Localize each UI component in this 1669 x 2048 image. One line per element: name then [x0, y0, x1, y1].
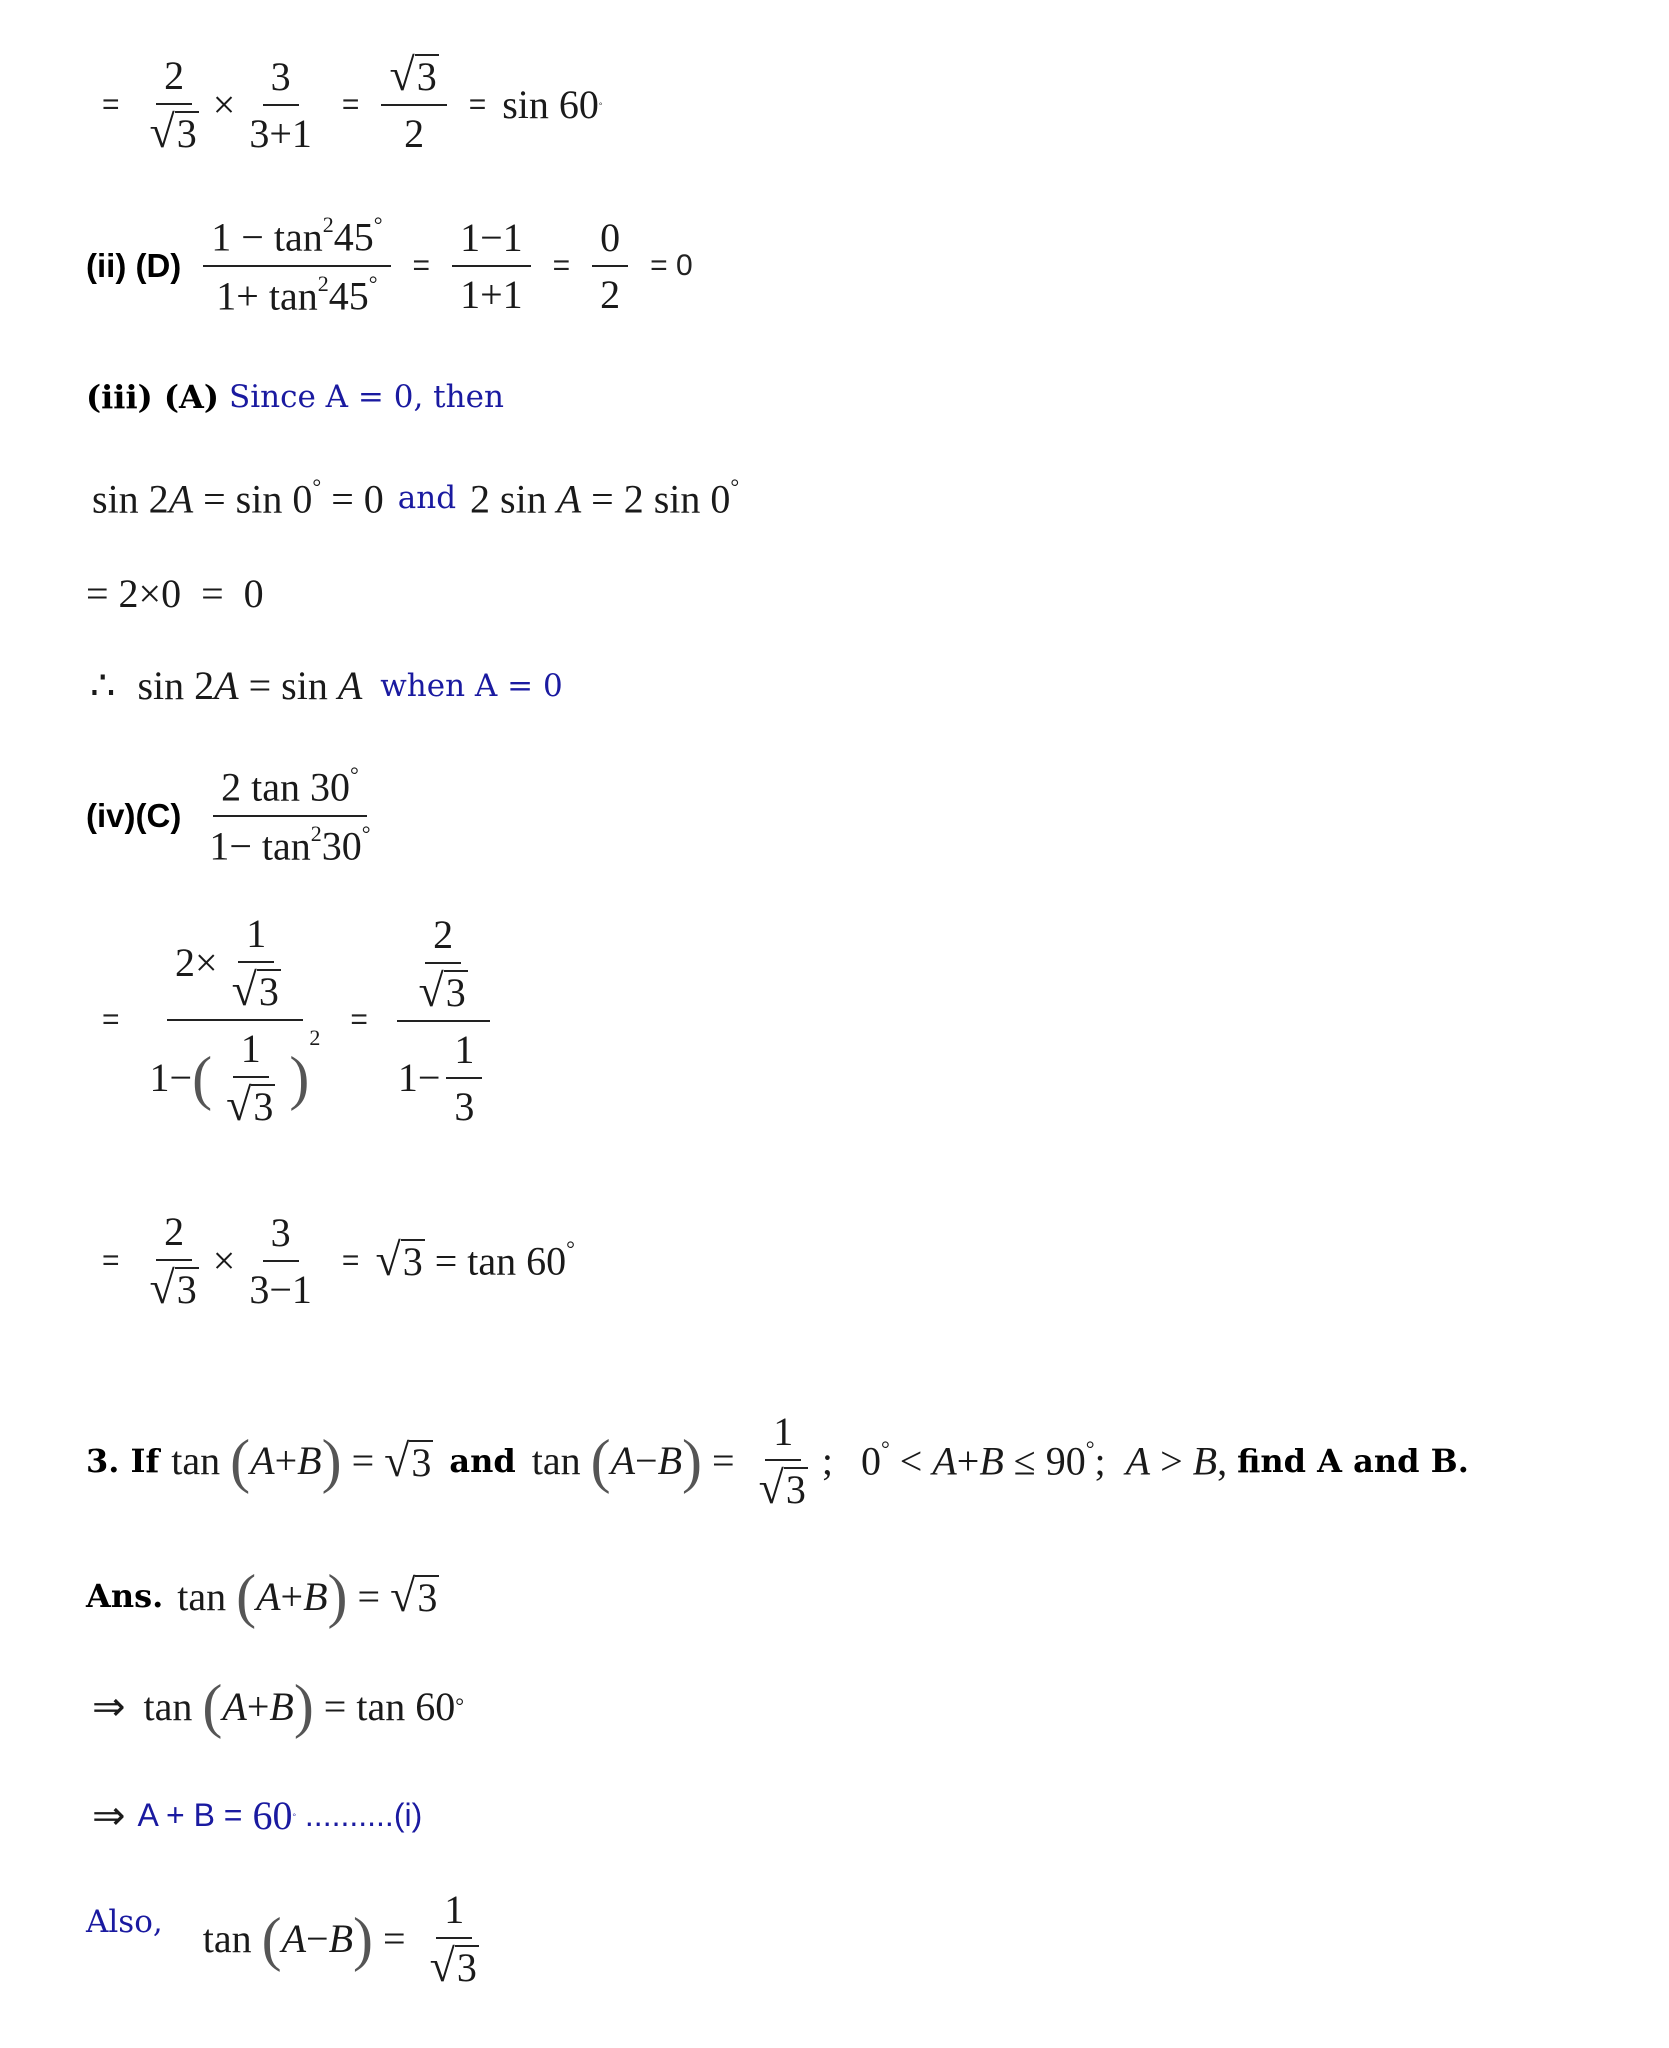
variable-a: A — [932, 1438, 957, 1484]
radicand: 3 — [416, 54, 437, 99]
radicand: 3 — [417, 1575, 438, 1620]
angle: 45 — [328, 273, 369, 319]
numerator — [213, 762, 367, 817]
therefore-symbol: ∴ — [90, 663, 116, 708]
left-paren: ( — [236, 1563, 257, 1629]
left-paren: ( — [590, 1427, 611, 1494]
expr-part: 2× — [175, 940, 218, 985]
left-paren: ( — [261, 1905, 282, 1972]
condition-text: when A = 0 — [380, 667, 563, 704]
equation-line-9 — [86, 1208, 575, 1313]
degree-sign: ° — [730, 474, 740, 499]
part-label: (ii) (D) — [86, 246, 182, 284]
numerator: 1 — [436, 1886, 472, 1939]
right-paren: ) — [327, 1563, 348, 1629]
condition — [861, 1436, 1227, 1485]
radicand: 3 — [411, 1439, 432, 1485]
equation-line-6 — [90, 662, 563, 709]
numerator: 1 — [446, 1026, 482, 1079]
fraction — [452, 214, 531, 318]
operator: = — [373, 1916, 416, 1961]
fraction — [218, 1025, 283, 1130]
variable-a: A — [256, 1573, 281, 1619]
numerator: √ 3 — [381, 52, 446, 106]
denominator: √ 3 — [758, 1462, 806, 1513]
radicand: 3 — [176, 1267, 197, 1312]
exponent: 2 — [310, 820, 322, 846]
degree-sign: ° — [373, 212, 383, 237]
value: 60 — [252, 1793, 293, 1838]
fraction — [201, 762, 378, 869]
radicand: 3 — [445, 969, 466, 1015]
fraction — [142, 52, 207, 157]
expression — [203, 1886, 493, 1991]
right-paren: ) — [321, 1427, 342, 1494]
fraction — [751, 1408, 816, 1513]
expression: √ 3 = tan 60° — [375, 1233, 575, 1285]
equals-sign: = — [102, 1243, 120, 1277]
equation-line-2 — [86, 212, 709, 319]
operator: − — [306, 1916, 329, 1961]
equals-sign: = — [412, 248, 431, 282]
variable-a: A — [222, 1683, 247, 1729]
times-sign: × — [212, 82, 236, 127]
fraction — [142, 1208, 207, 1313]
equation-line-7 — [86, 762, 385, 869]
variable-b: B — [269, 1683, 294, 1729]
exponent: 2 — [322, 212, 334, 237]
denominator: 2 — [404, 111, 425, 156]
numerator: 0 — [592, 214, 628, 267]
result: sin 60 — [502, 82, 599, 127]
expr-part: = sin 0 — [193, 476, 313, 522]
operator: − — [635, 1438, 658, 1483]
variable-a: A — [610, 1438, 636, 1483]
radicand: 3 — [402, 1238, 423, 1284]
denominator — [390, 1022, 497, 1130]
tan: tan — [531, 1438, 581, 1483]
denominator: √ 3 — [429, 1940, 477, 1991]
times-sign: × — [212, 1238, 236, 1283]
angle: 30 — [321, 823, 362, 869]
also-line — [86, 1886, 493, 1991]
equals-sign: = — [468, 87, 487, 121]
fraction — [224, 910, 289, 1015]
left-paren: ( — [230, 1427, 251, 1494]
result: = 0 — [650, 248, 693, 282]
expr-part: 1− — [149, 1055, 193, 1100]
denominator: 3 — [454, 1083, 475, 1129]
radicand: 3 — [176, 111, 197, 156]
degree-sign: ° — [1085, 1436, 1095, 1462]
denominator — [208, 267, 385, 320]
left-paren: ( — [202, 1673, 223, 1739]
question-3 — [86, 1408, 1487, 1513]
expr-part: = 2 sin 0 — [581, 476, 731, 522]
right-paren: ) — [293, 1673, 314, 1739]
variable-b: B — [979, 1438, 1004, 1484]
punctuation: ; — [821, 1438, 833, 1483]
expression: tan ( A + B ) = √ 3 — [171, 1427, 432, 1494]
expr-part: sin 2 — [92, 476, 169, 522]
right-paren: ) — [682, 1427, 703, 1494]
expression — [532, 1408, 833, 1513]
degree-sign: ° — [349, 762, 359, 787]
equation-ref: ..........(i) — [296, 1797, 423, 1833]
numerator-text: 2 tan 30 — [221, 764, 350, 810]
variable-b: B — [1192, 1438, 1218, 1484]
variable-a: A — [214, 663, 239, 708]
compound-fraction — [390, 911, 497, 1130]
and-text: and — [449, 1441, 516, 1480]
implies-arrow: ⇒ — [92, 1683, 126, 1729]
equation-line-8 — [86, 910, 502, 1130]
denominator: 2 — [600, 271, 621, 317]
degree-sign: ° — [455, 1693, 465, 1718]
punctuation: ; — [1094, 1438, 1106, 1484]
expr-part: = tan 60 — [313, 1683, 456, 1729]
result: = tan 60 — [424, 1238, 567, 1284]
numerator: 3 — [263, 1209, 299, 1262]
operator: ≤ 90 — [1003, 1438, 1086, 1484]
degree-sign: ° — [312, 474, 322, 499]
variable-a: A — [168, 476, 194, 522]
also-label: Also, — [86, 1904, 163, 1940]
statement-text: Since A = 0, then — [229, 379, 504, 415]
equals-sign: = — [350, 1003, 368, 1036]
expression — [470, 474, 739, 523]
denominator — [142, 1021, 329, 1130]
denominator: 1+1 — [460, 271, 523, 317]
answer-label: Ans. — [86, 1577, 164, 1615]
denominator: 3+1 — [249, 110, 312, 156]
tan: tan — [143, 1683, 193, 1729]
tan: tan — [202, 1916, 252, 1961]
variable-a: A — [250, 1438, 275, 1483]
variable-b: B — [297, 1438, 322, 1483]
degree-sign: ° — [566, 1236, 575, 1262]
radicand: 3 — [253, 1084, 274, 1129]
compound-fraction — [142, 910, 329, 1130]
expr-part: 2 sin — [470, 476, 557, 522]
equals-sign: = — [552, 248, 571, 282]
expr-part: = sin — [238, 663, 338, 708]
exponent: 2 — [317, 270, 329, 296]
question-label: 3. If — [86, 1441, 160, 1480]
numerator: 1 — [233, 1025, 269, 1078]
exponent: 2 — [309, 1025, 321, 1050]
variable-b: B — [328, 1916, 354, 1961]
operator: + — [280, 1573, 304, 1619]
denominator — [201, 817, 378, 870]
expr-part: 1− — [397, 1055, 441, 1100]
fraction — [446, 1026, 482, 1130]
expression: tan ( A + B ) = √ 3 — [177, 1563, 438, 1629]
right-paren: ) — [289, 1044, 310, 1111]
radicand: 3 — [258, 969, 279, 1014]
operator: + — [274, 1438, 298, 1483]
tan: tan — [177, 1573, 227, 1619]
degree-sign: ° — [598, 99, 603, 110]
left-paren: ( — [192, 1044, 213, 1111]
degree-sign: ° — [361, 820, 371, 846]
denominator: √ 3 — [231, 964, 279, 1015]
numerator-text: 1 − tan — [211, 214, 323, 260]
variable-b: B — [303, 1573, 328, 1619]
numerator — [167, 910, 303, 1021]
operator: < — [889, 1438, 933, 1484]
fraction — [422, 1886, 487, 1991]
expression — [137, 662, 362, 709]
equals-sign: = — [102, 87, 120, 121]
denominator: √ 3 — [226, 1079, 274, 1130]
expression: = 2×0 = 0 — [86, 571, 264, 616]
implies-arrow: ⇒ — [92, 1793, 126, 1838]
numerator: 2 — [156, 52, 192, 105]
expr-part: 0 — [860, 1438, 881, 1484]
equation-line-4 — [92, 474, 739, 523]
punctuation: , — [1217, 1438, 1228, 1484]
operator: + — [246, 1683, 270, 1729]
answer-line — [86, 1563, 439, 1629]
degree-sign: ° — [292, 1810, 297, 1821]
denominator-text: 1− tan — [209, 823, 311, 869]
operator: > — [1150, 1438, 1193, 1484]
operator: + — [956, 1438, 980, 1484]
denominator-text: 1+ tan — [216, 273, 318, 319]
equation-line-1 — [86, 49, 603, 157]
expression — [143, 1673, 465, 1739]
right-paren: ) — [353, 1905, 374, 1972]
denominator: √ 3 — [149, 106, 197, 157]
operator: = — [347, 1573, 391, 1619]
equation-text: A + B = — [137, 1797, 243, 1833]
numerator — [397, 911, 490, 1022]
equals-sign: = — [341, 87, 360, 121]
denominator: √ 3 — [149, 1262, 197, 1313]
instruction-text: find A and B. — [1237, 1441, 1469, 1480]
implication-line-1 — [92, 1673, 465, 1739]
fraction — [241, 1209, 320, 1313]
radicand: 3 — [785, 1467, 806, 1512]
variable-b: B — [657, 1438, 683, 1483]
implication-line-2 — [92, 1792, 422, 1839]
expr-part: sin 2 — [137, 663, 215, 708]
fraction — [411, 911, 476, 1016]
and-text: and — [397, 480, 457, 517]
angle: 45 — [333, 214, 374, 260]
equals-sign: = — [102, 1003, 120, 1036]
fraction — [203, 212, 390, 319]
text-line-3 — [86, 378, 504, 416]
numerator: 1−1 — [452, 214, 531, 267]
expr-part: = 0 — [321, 476, 384, 522]
numerator: 3 — [263, 53, 299, 106]
radicand: 3 — [456, 1945, 477, 1990]
operator: = — [341, 1438, 385, 1483]
fraction — [381, 49, 446, 157]
numerator — [203, 212, 390, 267]
numerator: 2 — [156, 1208, 192, 1261]
equation-line-5 — [86, 570, 264, 617]
fraction — [241, 53, 320, 157]
variable-a: A — [281, 1916, 307, 1961]
variable-a: A — [337, 663, 363, 708]
expression — [92, 474, 384, 523]
denominator: √ 3 — [418, 964, 466, 1016]
numerator: 2 — [425, 911, 461, 964]
equals-sign: = — [341, 1243, 360, 1277]
operator: = — [702, 1438, 745, 1483]
variable-a: A — [556, 476, 582, 522]
fraction — [592, 214, 628, 318]
variable-a: A — [1125, 1438, 1151, 1484]
tan: tan — [171, 1438, 221, 1483]
degree-sign: ° — [880, 1436, 890, 1462]
part-label: (iv)(C) — [86, 796, 182, 834]
denominator: 3−1 — [249, 1266, 312, 1312]
numerator: 1 — [238, 910, 274, 963]
degree-sign: ° — [368, 270, 378, 296]
part-label: (iii) (A) — [86, 378, 219, 416]
numerator: 1 — [765, 1408, 801, 1461]
